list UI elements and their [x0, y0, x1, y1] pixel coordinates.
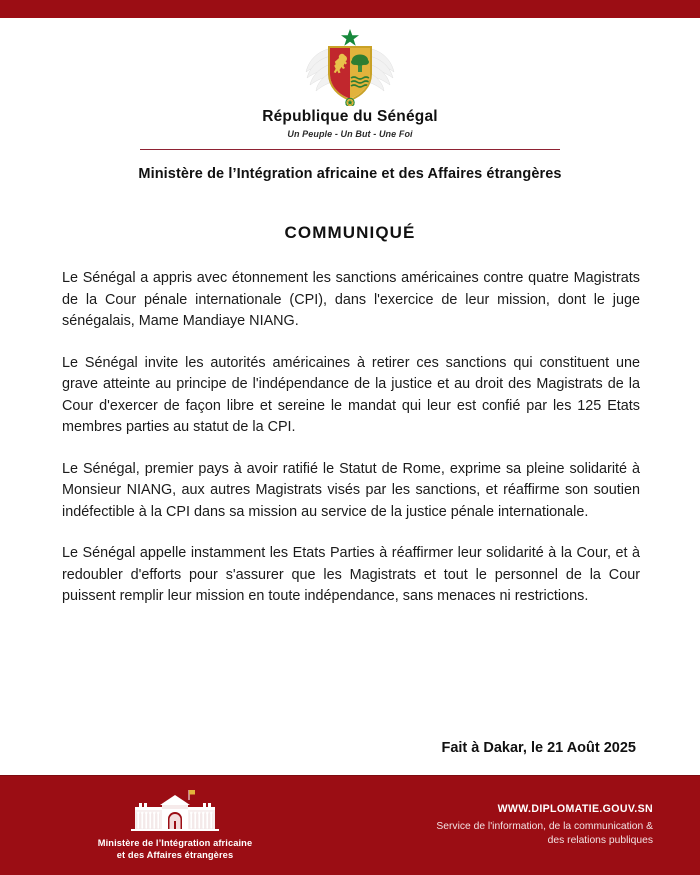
paragraph-2: Le Sénégal invite les autorités américaines à retirer ces sanctions qui constituent une grave atteinte au principe de l'indépendance de la justice et au droit des Magistrats de la Cour d'exercer de façon libre et sereine le mandat qui leur est confié par les 125 Etats membres parties au statut de la CPI.: [62, 354, 640, 435]
document-header: [0, 18, 700, 182]
senegal-coat-of-arms-icon: [295, 26, 405, 106]
footer-service-line2: des relations publiques: [547, 835, 653, 846]
paragraph-3: Le Sénégal, premier pays à avoir ratifié le Statut de Rome, exprime sa pleine solidarité à Monsieur NIANG, aux autres Magistrats visés par les sanctions, et réaffirme son soutien indéfectible à la CPI dans sa mission au service de la justice pénale internationale.: [62, 460, 640, 520]
top-red-bar: [0, 0, 700, 18]
footer-contact-block: [350, 803, 700, 849]
footer-ministry-line1: Ministère de l’Intégration africaine: [97, 837, 253, 848]
footer-service-line1: Service de l'information, de la communication &: [436, 820, 653, 832]
ministry-building-icon: [117, 788, 233, 832]
signoff-line: Fait à Dakar, le 21 Août 2025: [441, 740, 636, 756]
footer-ministry-name: [98, 837, 252, 862]
header-divider: [140, 149, 560, 150]
document-body: [0, 268, 700, 775]
footer-service-text: [350, 820, 653, 849]
footer-website-url[interactable]: WWW.DIPLOMATIE.GOUV.SN: [497, 802, 653, 815]
coat-of-arms-emblem: [0, 26, 700, 106]
document-footer: [0, 775, 700, 875]
ministry-title: Ministère de l’Intégration africaine et des Affaires étrangères: [138, 166, 562, 182]
paragraph-4: Le Sénégal appelle instamment les Etats Parties à réaffirmer leur solidarité à la Cour, et à redoubler d'efforts pour s'assurer que les Magistrats et tout le personnel de la Cour puissent remplir leur mission en toute indépendance, sans menaces ni restrictions.: [62, 545, 640, 604]
republic-title: République du Sénégal: [262, 108, 438, 125]
communique-heading: COMMUNIQUÉ: [284, 223, 416, 242]
footer-logo-block: [0, 788, 350, 864]
paragraph-1: Le Sénégal a appris avec étonnement les sanctions américaines contre quatre Magistrats de la Cour pénale internationale (CPI), dans l'exercice de leur mission, dont le juge sénégalais, Mame Mandiaye NIANG.: [62, 270, 640, 329]
green-star-icon: [341, 29, 359, 46]
footer-ministry-line2: et des Affaires étrangères: [116, 850, 234, 860]
republic-motto: Un Peuple - Un But - Une Foi: [287, 129, 413, 139]
